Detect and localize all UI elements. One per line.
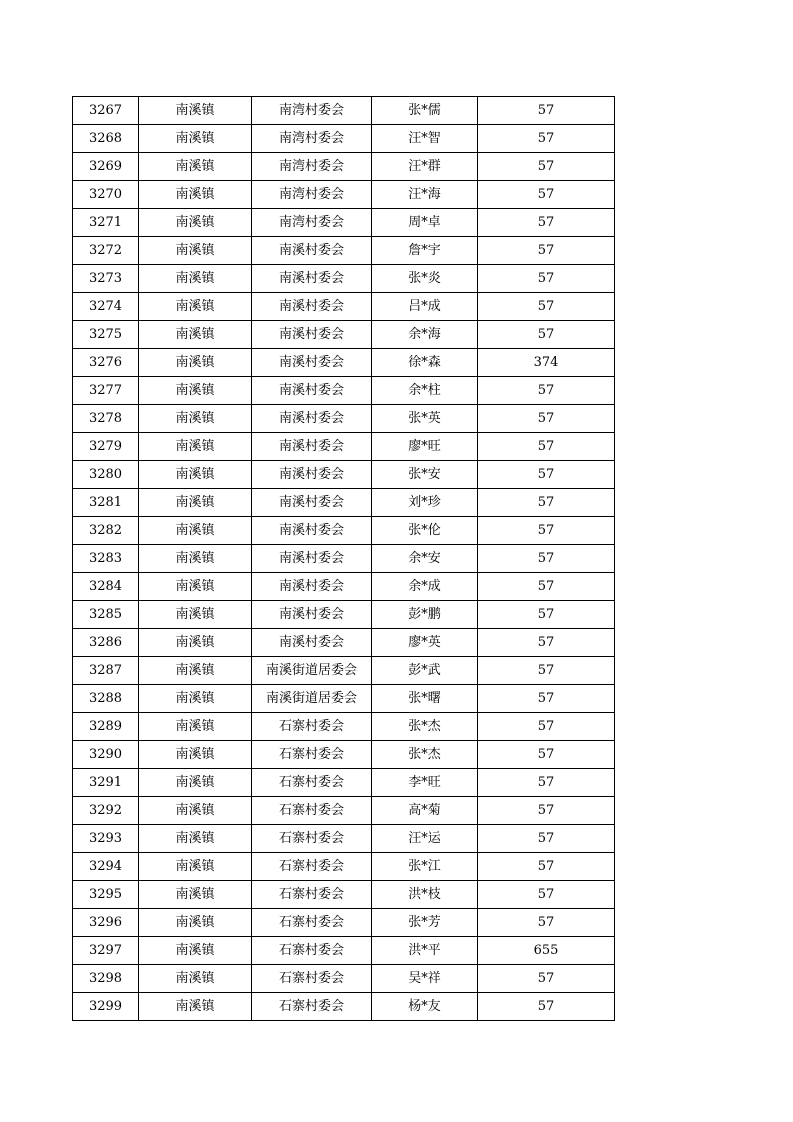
name-cell: 余*柱	[372, 377, 478, 405]
town-cell: 南溪镇	[139, 433, 252, 461]
village-committee-cell: 南湾村委会	[252, 125, 372, 153]
town-cell: 南溪镇	[139, 629, 252, 657]
village-committee-cell: 南溪村委会	[252, 601, 372, 629]
table-row	[73, 181, 615, 209]
name-cell: 汪*海	[372, 181, 478, 209]
serial-number-cell: 3288	[73, 685, 139, 713]
village-committee-cell: 石寨村委会	[252, 741, 372, 769]
table-row	[73, 797, 615, 825]
name-cell: 张*杰	[372, 713, 478, 741]
amount-cell: 57	[478, 769, 615, 797]
name-cell: 吴*祥	[372, 965, 478, 993]
table-row	[73, 685, 615, 713]
table-row	[73, 461, 615, 489]
amount-cell: 57	[478, 125, 615, 153]
town-cell: 南溪镇	[139, 461, 252, 489]
village-committee-cell: 石寨村委会	[252, 825, 372, 853]
town-cell: 南溪镇	[139, 769, 252, 797]
town-cell: 南溪镇	[139, 713, 252, 741]
table-row	[73, 825, 615, 853]
town-cell: 南溪镇	[139, 489, 252, 517]
amount-cell: 57	[478, 993, 615, 1021]
town-cell: 南溪镇	[139, 181, 252, 209]
table-body	[73, 97, 615, 1021]
town-cell: 南溪镇	[139, 237, 252, 265]
amount-cell: 374	[478, 349, 615, 377]
amount-cell: 655	[478, 937, 615, 965]
village-committee-cell: 南溪村委会	[252, 573, 372, 601]
table-row	[73, 657, 615, 685]
table-row	[73, 265, 615, 293]
village-committee-cell: 石寨村委会	[252, 881, 372, 909]
serial-number-cell: 3289	[73, 713, 139, 741]
serial-number-cell: 3278	[73, 405, 139, 433]
amount-cell: 57	[478, 657, 615, 685]
serial-number-cell: 3281	[73, 489, 139, 517]
village-committee-cell: 石寨村委会	[252, 853, 372, 881]
town-cell: 南溪镇	[139, 601, 252, 629]
name-cell: 余*安	[372, 545, 478, 573]
village-committee-cell: 南湾村委会	[252, 181, 372, 209]
serial-number-cell: 3277	[73, 377, 139, 405]
town-cell: 南溪镇	[139, 937, 252, 965]
town-cell: 南溪镇	[139, 517, 252, 545]
town-cell: 南溪镇	[139, 97, 252, 125]
table-row	[73, 125, 615, 153]
town-cell: 南溪镇	[139, 573, 252, 601]
table-row	[73, 853, 615, 881]
town-cell: 南溪镇	[139, 825, 252, 853]
name-cell: 余*海	[372, 321, 478, 349]
serial-number-cell: 3274	[73, 293, 139, 321]
town-cell: 南溪镇	[139, 797, 252, 825]
name-cell: 余*成	[372, 573, 478, 601]
table-row	[73, 993, 615, 1021]
name-cell: 周*卓	[372, 209, 478, 237]
name-cell: 彭*鹏	[372, 601, 478, 629]
amount-cell: 57	[478, 209, 615, 237]
amount-cell: 57	[478, 545, 615, 573]
table-row	[73, 881, 615, 909]
table-row	[73, 937, 615, 965]
village-committee-cell: 南湾村委会	[252, 97, 372, 125]
serial-number-cell: 3294	[73, 853, 139, 881]
town-cell: 南溪镇	[139, 293, 252, 321]
village-committee-cell: 南溪村委会	[252, 461, 372, 489]
town-cell: 南溪镇	[139, 853, 252, 881]
name-cell: 詹*宇	[372, 237, 478, 265]
amount-cell: 57	[478, 433, 615, 461]
amount-cell: 57	[478, 237, 615, 265]
name-cell: 张*芳	[372, 909, 478, 937]
town-cell: 南溪镇	[139, 741, 252, 769]
village-committee-cell: 南溪村委会	[252, 321, 372, 349]
name-cell: 洪*枝	[372, 881, 478, 909]
serial-number-cell: 3291	[73, 769, 139, 797]
serial-number-cell: 3275	[73, 321, 139, 349]
town-cell: 南溪镇	[139, 909, 252, 937]
town-cell: 南溪镇	[139, 685, 252, 713]
village-committee-cell: 南溪街道居委会	[252, 685, 372, 713]
amount-cell: 57	[478, 377, 615, 405]
village-committee-cell: 石寨村委会	[252, 965, 372, 993]
name-cell: 高*菊	[372, 797, 478, 825]
amount-cell: 57	[478, 181, 615, 209]
amount-cell: 57	[478, 153, 615, 181]
amount-cell: 57	[478, 573, 615, 601]
amount-cell: 57	[478, 685, 615, 713]
table-row	[73, 293, 615, 321]
amount-cell: 57	[478, 517, 615, 545]
amount-cell: 57	[478, 741, 615, 769]
name-cell: 廖*英	[372, 629, 478, 657]
name-cell: 吕*成	[372, 293, 478, 321]
village-committee-cell: 石寨村委会	[252, 993, 372, 1021]
village-committee-cell: 南溪村委会	[252, 489, 372, 517]
name-cell: 张*江	[372, 853, 478, 881]
table-row	[73, 321, 615, 349]
table-row	[73, 909, 615, 937]
serial-number-cell: 3297	[73, 937, 139, 965]
name-cell: 洪*平	[372, 937, 478, 965]
name-cell: 刘*珍	[372, 489, 478, 517]
serial-number-cell: 3296	[73, 909, 139, 937]
name-cell: 张*英	[372, 405, 478, 433]
serial-number-cell: 3269	[73, 153, 139, 181]
village-committee-cell: 南溪村委会	[252, 517, 372, 545]
serial-number-cell: 3283	[73, 545, 139, 573]
amount-cell: 57	[478, 293, 615, 321]
town-cell: 南溪镇	[139, 265, 252, 293]
serial-number-cell: 3299	[73, 993, 139, 1021]
amount-cell: 57	[478, 853, 615, 881]
amount-cell: 57	[478, 797, 615, 825]
village-committee-cell: 南溪街道居委会	[252, 657, 372, 685]
serial-number-cell: 3271	[73, 209, 139, 237]
town-cell: 南溪镇	[139, 881, 252, 909]
table-row	[73, 741, 615, 769]
name-cell: 张*杰	[372, 741, 478, 769]
town-cell: 南溪镇	[139, 993, 252, 1021]
amount-cell: 57	[478, 489, 615, 517]
serial-number-cell: 3298	[73, 965, 139, 993]
serial-number-cell: 3268	[73, 125, 139, 153]
table-row	[73, 769, 615, 797]
serial-number-cell: 3267	[73, 97, 139, 125]
serial-number-cell: 3290	[73, 741, 139, 769]
amount-cell: 57	[478, 461, 615, 489]
town-cell: 南溪镇	[139, 153, 252, 181]
amount-cell: 57	[478, 265, 615, 293]
town-cell: 南溪镇	[139, 545, 252, 573]
serial-number-cell: 3295	[73, 881, 139, 909]
data-table	[72, 96, 615, 1021]
table-row	[73, 713, 615, 741]
amount-cell: 57	[478, 713, 615, 741]
amount-cell: 57	[478, 881, 615, 909]
table-row	[73, 965, 615, 993]
name-cell: 张*曙	[372, 685, 478, 713]
table-row	[73, 545, 615, 573]
amount-cell: 57	[478, 405, 615, 433]
village-committee-cell: 南溪村委会	[252, 237, 372, 265]
village-committee-cell: 南溪村委会	[252, 433, 372, 461]
serial-number-cell: 3279	[73, 433, 139, 461]
town-cell: 南溪镇	[139, 405, 252, 433]
amount-cell: 57	[478, 825, 615, 853]
town-cell: 南溪镇	[139, 209, 252, 237]
serial-number-cell: 3270	[73, 181, 139, 209]
town-cell: 南溪镇	[139, 349, 252, 377]
amount-cell: 57	[478, 97, 615, 125]
village-committee-cell: 石寨村委会	[252, 937, 372, 965]
table-row	[73, 601, 615, 629]
village-committee-cell: 南溪村委会	[252, 293, 372, 321]
serial-number-cell: 3273	[73, 265, 139, 293]
table-row	[73, 489, 615, 517]
serial-number-cell: 3286	[73, 629, 139, 657]
table-row	[73, 517, 615, 545]
amount-cell: 57	[478, 909, 615, 937]
name-cell: 杨*友	[372, 993, 478, 1021]
serial-number-cell: 3272	[73, 237, 139, 265]
serial-number-cell: 3276	[73, 349, 139, 377]
table-row	[73, 377, 615, 405]
table-row	[73, 405, 615, 433]
table-row	[73, 349, 615, 377]
amount-cell: 57	[478, 321, 615, 349]
table-row	[73, 433, 615, 461]
village-committee-cell: 石寨村委会	[252, 797, 372, 825]
amount-cell: 57	[478, 629, 615, 657]
name-cell: 汪*群	[372, 153, 478, 181]
town-cell: 南溪镇	[139, 377, 252, 405]
amount-cell: 57	[478, 601, 615, 629]
name-cell: 张*伦	[372, 517, 478, 545]
village-committee-cell: 南溪村委会	[252, 545, 372, 573]
town-cell: 南溪镇	[139, 965, 252, 993]
village-committee-cell: 南湾村委会	[252, 153, 372, 181]
name-cell: 李*旺	[372, 769, 478, 797]
name-cell: 汪*智	[372, 125, 478, 153]
village-committee-cell: 石寨村委会	[252, 713, 372, 741]
name-cell: 张*炎	[372, 265, 478, 293]
serial-number-cell: 3292	[73, 797, 139, 825]
name-cell: 徐*森	[372, 349, 478, 377]
table-row	[73, 237, 615, 265]
table-row	[73, 573, 615, 601]
table-row	[73, 209, 615, 237]
name-cell: 汪*运	[372, 825, 478, 853]
village-committee-cell: 石寨村委会	[252, 909, 372, 937]
village-committee-cell: 南溪村委会	[252, 405, 372, 433]
town-cell: 南溪镇	[139, 657, 252, 685]
village-committee-cell: 南溪村委会	[252, 265, 372, 293]
village-committee-cell: 南溪村委会	[252, 629, 372, 657]
serial-number-cell: 3285	[73, 601, 139, 629]
table-row	[73, 97, 615, 125]
village-committee-cell: 南溪村委会	[252, 349, 372, 377]
amount-cell: 57	[478, 965, 615, 993]
serial-number-cell: 3282	[73, 517, 139, 545]
village-committee-cell: 南湾村委会	[252, 209, 372, 237]
name-cell: 廖*旺	[372, 433, 478, 461]
name-cell: 张*安	[372, 461, 478, 489]
village-committee-cell: 石寨村委会	[252, 769, 372, 797]
name-cell: 张*儒	[372, 97, 478, 125]
village-committee-cell: 南溪村委会	[252, 377, 372, 405]
serial-number-cell: 3293	[73, 825, 139, 853]
table-row	[73, 153, 615, 181]
serial-number-cell: 3287	[73, 657, 139, 685]
serial-number-cell: 3284	[73, 573, 139, 601]
town-cell: 南溪镇	[139, 125, 252, 153]
table-row	[73, 629, 615, 657]
town-cell: 南溪镇	[139, 321, 252, 349]
serial-number-cell: 3280	[73, 461, 139, 489]
name-cell: 彭*武	[372, 657, 478, 685]
